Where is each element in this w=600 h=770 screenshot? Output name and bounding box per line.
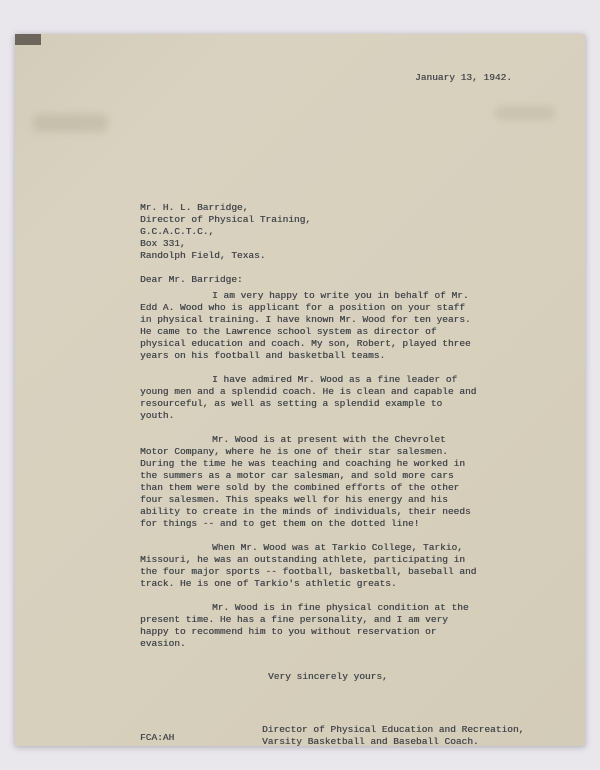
letter-footer	[140, 724, 560, 750]
body-paragraph: When Mr. Wood was at Tarkio College, Tarkio, Missouri, he was an outstanding athlete, participating in the four major sports -- football, basketball, baseball and track. He is one of Tarkio's athletic greats.	[140, 542, 477, 589]
letter-paper	[15, 34, 585, 746]
signature-title-line: Varsity Basketball and Baseball Coach.	[262, 736, 479, 747]
typist-initials: FCA:AH	[140, 732, 175, 743]
recipient-line: Director of Physical Training,	[140, 214, 312, 225]
closing: Very sincerely yours,	[268, 671, 388, 682]
salutation: Dear Mr. Barridge:	[140, 274, 243, 285]
body-paragraph: I have admired Mr. Wood as a fine leader of young men and a splendid coach. He is clean and capable and resourceful, as well as setting a splendid example to youth.	[140, 374, 477, 421]
recipient-line: Mr. H. L. Barridge,	[140, 202, 249, 213]
scan-smudge	[495, 106, 555, 120]
recipient-line: G.C.A.C.T.C.,	[140, 226, 215, 237]
letter-body	[140, 290, 478, 662]
body-paragraph: Mr. Wood is at present with the Chevrolet Motor Company, where he is one of their star salesmen. During the time he was teaching and coaching he worked in the summers as a motor car salesman, and sold more cars than them were sold by the combined efforts of the other four salesmen. This speaks well for his energy and his ability to create in the minds of individuals, their needs for things -- and to get them on the dotted line!	[140, 434, 471, 529]
recipient-line: Randolph Field, Texas.	[140, 250, 266, 261]
recipient-address-block	[140, 202, 311, 262]
scan-artifact-notch	[15, 34, 41, 45]
recipient-line: Box 331,	[140, 238, 186, 249]
signature-title-line: Director of Physical Education and Recreation,	[262, 724, 525, 735]
signature-title-block	[262, 724, 524, 748]
scan-smudge	[33, 114, 108, 132]
body-paragraph: Mr. Wood is in fine physical condition at the present time. He has a fine personality, and I am very happy to recommend him to you without reservation or evasion.	[140, 602, 469, 649]
body-paragraph: I am very happy to write you in behalf of Mr. Edd A. Wood who is applicant for a position on your staff in physical training. I have known Mr. Wood for ten years. He came to the Lawrence school system as director of physical education and coach. My son, Robert, played three years on his football and basketball teams.	[140, 290, 471, 361]
letter-date: January 13, 1942.	[415, 72, 512, 83]
